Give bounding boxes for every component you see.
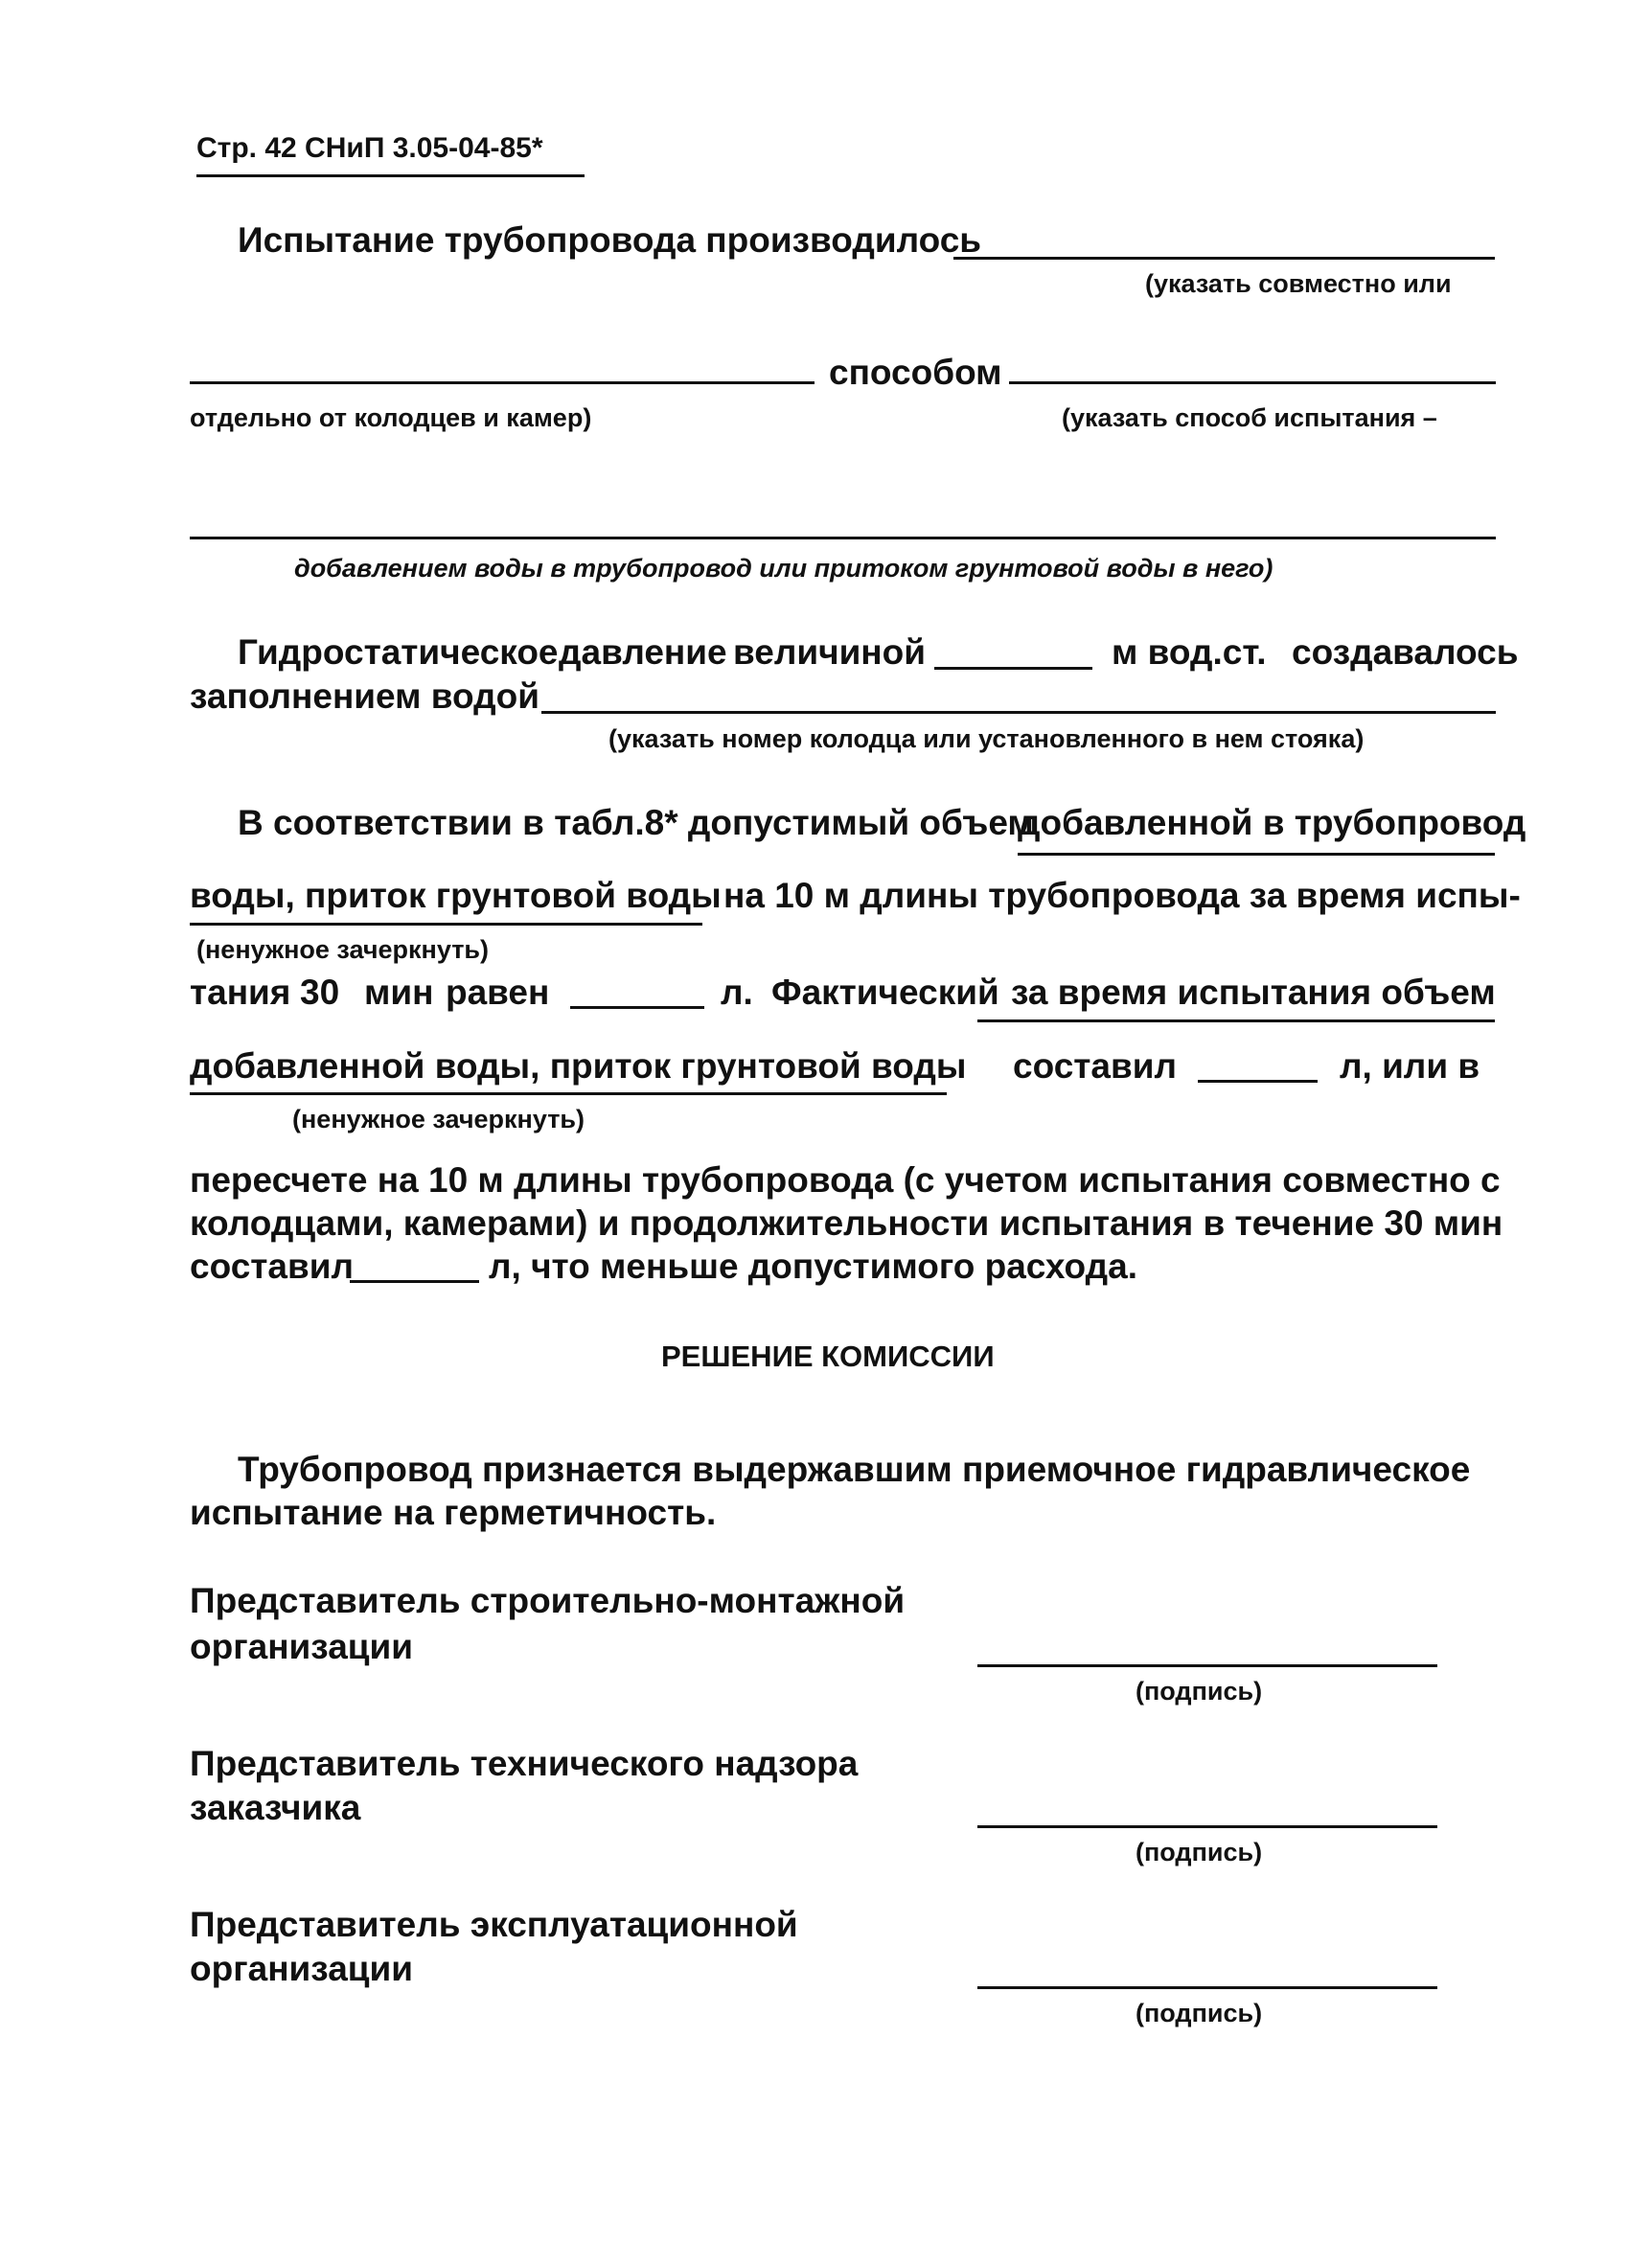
pressure-word3: величиной (733, 632, 927, 672)
page-header: Стр. 42 СНиП 3.05-04-85* (196, 132, 543, 164)
test-method-field-cont[interactable] (190, 537, 1496, 539)
actual-volume-field[interactable] (1198, 1080, 1318, 1083)
signature-2-caption: (подпись) (1136, 1838, 1263, 1866)
strike-underline-1a (1018, 853, 1495, 856)
volume-p3-f: Фактический (771, 973, 999, 1012)
pressure-value-field[interactable] (934, 667, 1092, 670)
test-method-field[interactable] (1009, 381, 1496, 384)
volume-p3-g: за время испытания объем (1011, 973, 1496, 1012)
volume-p1-end: добавленной в трубопровод (1018, 803, 1526, 842)
volume-p7-a: составил (190, 1247, 354, 1286)
volume-p3-d: равен (446, 973, 550, 1012)
volume-p4-start: добавленной воды, приток грунтовой воды (190, 1046, 967, 1086)
signature-1-caption: (подпись) (1136, 1677, 1263, 1706)
volume-p3-c: мин (364, 973, 434, 1012)
volume-p2-start: воды, приток грунтовой воды (190, 876, 722, 915)
volume-p3-b: 30 (300, 973, 340, 1012)
signatory-2-line2: заказчика (190, 1788, 361, 1827)
pressure-note: (указать номер колодца или установленного в нем стояка) (608, 724, 1365, 753)
pressure-source-field[interactable] (541, 711, 1496, 714)
volume-p7-b: л, что меньше допустимого расхода. (489, 1247, 1138, 1286)
volume-p1-start: В соответствии в табл.8* допустимый объем (238, 803, 1034, 842)
volume-p6: колодцами, камерами) и продолжительности испытания в течение 30 мин (190, 1203, 1503, 1243)
pressure-word2: давление (559, 632, 727, 672)
signatory-1-line1: Представитель строительно-монтажной (190, 1581, 906, 1620)
allowed-volume-field[interactable] (570, 1006, 704, 1009)
signatory-3-line1: Представитель эксплуатационной (190, 1905, 798, 1944)
strike-note-2: (ненужное зачеркнуть) (292, 1105, 585, 1134)
pressure-word1: Гидростатическое (238, 632, 559, 672)
signatory-2-line1: Представитель технического надзора (190, 1744, 859, 1783)
strike-underline-2b (190, 1092, 947, 1095)
volume-p3-a: тания (190, 973, 291, 1012)
volume-p2-end: на 10 м длины трубопровода за время испы- (723, 876, 1521, 915)
signatory-1-line2: организации (190, 1627, 414, 1666)
signature-3-field[interactable] (977, 1986, 1437, 1989)
signature-1-field[interactable] (977, 1664, 1437, 1667)
decision-line1: Трубопровод признается выдержавшим приемочное гидравлическое (238, 1450, 1471, 1489)
decision-line2: испытание на герметичность. (190, 1493, 717, 1532)
volume-p5: пересчете на 10 м длины трубопровода (с учетом испытания совместно с (190, 1160, 1501, 1200)
test-note2b: (указать способ испытания – (1062, 403, 1437, 432)
test-note2a: отдельно от колодцев и камер) (190, 403, 592, 432)
signatory-3-line2: организации (190, 1949, 414, 1988)
decision-title: РЕШЕНИЕ КОМИССИИ (661, 1340, 995, 1373)
pressure-unit: м вод.ст. (1112, 632, 1267, 672)
test-manner-field-cont[interactable] (190, 381, 815, 384)
volume-p4-end: л, или в (1340, 1046, 1480, 1086)
test-method-label: способом (829, 353, 1002, 392)
strike-underline-1b (190, 923, 702, 926)
signature-2-field[interactable] (977, 1825, 1437, 1828)
signature-3-caption: (подпись) (1136, 1999, 1263, 2027)
test-note1: (указать совместно или (1145, 269, 1452, 298)
test-line1-label: Испытание трубопровода производилось (238, 220, 982, 260)
pressure-word4: создавалось (1292, 632, 1519, 672)
strike-note-1: (ненужное зачеркнуть) (196, 935, 490, 964)
pressure-fill-label: заполнением водой (190, 676, 539, 716)
recalc-volume-field[interactable] (350, 1280, 479, 1283)
volume-p3-e: л. (721, 973, 753, 1012)
header-underline (196, 174, 585, 177)
volume-p4-mid: составил (1013, 1046, 1177, 1086)
strike-underline-2a (977, 1019, 1495, 1022)
test-note3: добавлением воды в трубопровод или притоком грунтовой воды в него) (294, 554, 1273, 583)
test-manner-field[interactable] (953, 257, 1495, 260)
